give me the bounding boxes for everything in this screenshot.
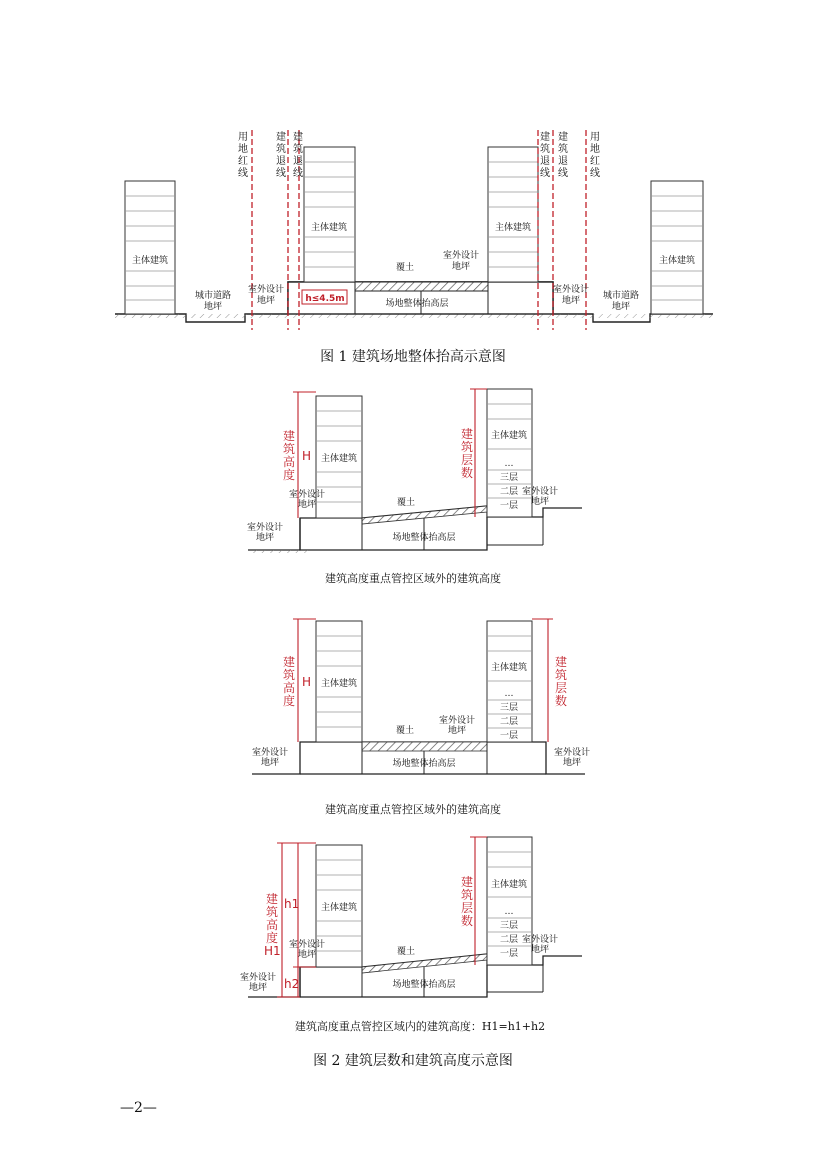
dim-H: H [302, 675, 312, 689]
floor-ellipsis: … [504, 689, 514, 699]
building-floors-vertical: 建筑层数 [461, 427, 474, 480]
outdoor-grade-label: 室外设计地坪 [553, 748, 591, 768]
floor-ellipsis: … [504, 907, 514, 917]
subfigure-a-caption: 建筑高度重点管控区域外的建筑高度 [325, 572, 501, 585]
overburden-layer [355, 282, 488, 291]
subfigure-c-caption: 建筑高度重点管控区域内的建筑高度：H1=h1+h2 [294, 1020, 546, 1033]
overburden-label: 覆土 [395, 263, 415, 273]
overburden-label: 覆土 [396, 498, 416, 508]
main-building-label: 主体建筑 [320, 679, 358, 689]
red-line-label-right: 用地红线 [590, 132, 600, 179]
building-floors-vertical: 建筑层数 [555, 655, 568, 708]
dim-h1: h1 [284, 897, 300, 911]
outdoor-grade-label-top: 室外设计地坪 [442, 251, 480, 272]
main-building-label: 主体建筑 [320, 903, 358, 913]
floor-1: 一层 [499, 949, 519, 959]
city-road-label-left: 城市道路地坪 [194, 291, 232, 312]
figure-1 [115, 130, 713, 365]
outdoor-grade-label: 室外设计地坪 [521, 487, 559, 507]
setback-label-right-2: 建筑退线 [558, 132, 568, 179]
building-height-vertical: 建筑高度 [283, 655, 296, 708]
overburden-label: 覆土 [395, 726, 415, 736]
main-building-label: 主体建筑 [131, 256, 169, 266]
dim-h2: h2 [284, 977, 300, 991]
floor-3: 三层 [499, 703, 519, 713]
left-main-building [125, 181, 175, 314]
main-building-label: 主体建筑 [320, 454, 358, 464]
outdoor-grade-label: 室外设计地坪 [251, 748, 289, 768]
figure-2-caption: 图 2 建筑层数和建筑高度示意图 [313, 1053, 513, 1069]
setback-label-right: 建筑退线 [540, 132, 550, 179]
tower-left [304, 147, 355, 282]
floor-2: 二层 [499, 717, 519, 727]
right-main-building [651, 181, 703, 314]
building-height-h1-vertical: 建筑高度 H1 [264, 892, 281, 958]
building-height-vertical: 建筑高度 [283, 429, 296, 482]
raised-layer-label: 场地整体抬高层 [392, 533, 456, 543]
outdoor-grade-label-right: 室外设计地坪 [552, 285, 590, 306]
outdoor-grade-label: 室外设计地坪 [288, 940, 326, 960]
outdoor-grade-label-left: 室外设计地坪 [247, 285, 285, 306]
red-line-label-left: 用地红线 [238, 132, 248, 179]
figure-2b [252, 619, 590, 816]
floor-1: 一层 [499, 501, 519, 511]
floor-2: 二层 [499, 935, 519, 945]
figure-2a [247, 389, 582, 585]
outdoor-grade-label: 室外设计地坪 [521, 935, 559, 955]
raised-layer-label: 场地整体抬高层 [385, 299, 449, 309]
outdoor-grade-label: 室外设计地坪 [246, 523, 284, 543]
floor-3: 三层 [499, 473, 519, 483]
main-building-label: 主体建筑 [490, 880, 528, 890]
page-number: —2— [120, 1100, 157, 1116]
tower-right [488, 147, 538, 282]
floor-2: 二层 [499, 487, 519, 497]
outdoor-grade-label: 室外设计地坪 [438, 716, 476, 736]
main-building-label: 主体建筑 [490, 663, 528, 673]
main-building-label: 主体建筑 [658, 256, 696, 266]
city-road-label-right: 城市道路地坪 [602, 291, 640, 312]
figure-1-caption: 图 1 建筑场地整体抬高示意图 [320, 349, 506, 365]
main-building-label: 主体建筑 [490, 431, 528, 441]
figure-2c [240, 837, 582, 1033]
floor-1: 一层 [499, 731, 519, 741]
overburden-label: 覆土 [396, 947, 416, 957]
subfigure-b-caption: 建筑高度重点管控区域外的建筑高度 [325, 803, 501, 816]
raised-layer-label: 场地整体抬高层 [392, 759, 456, 769]
height-limit-label: h≤4.5m [305, 294, 345, 304]
raised-layer-label: 场地整体抬高层 [392, 980, 456, 990]
setback-label-left-2: 建筑退线 [293, 132, 303, 179]
main-building-label: 主体建筑 [494, 223, 532, 233]
outdoor-grade-label: 室外设计地坪 [288, 490, 326, 510]
floor-3: 三层 [499, 921, 519, 931]
dim-H: H [302, 449, 312, 463]
building-floors-vertical: 建筑层数 [461, 875, 474, 928]
main-building-label: 主体建筑 [310, 223, 348, 233]
floor-ellipsis: … [504, 459, 514, 469]
setback-label-left: 建筑退线 [276, 132, 286, 179]
outdoor-grade-label: 室外设计地坪 [239, 973, 277, 993]
